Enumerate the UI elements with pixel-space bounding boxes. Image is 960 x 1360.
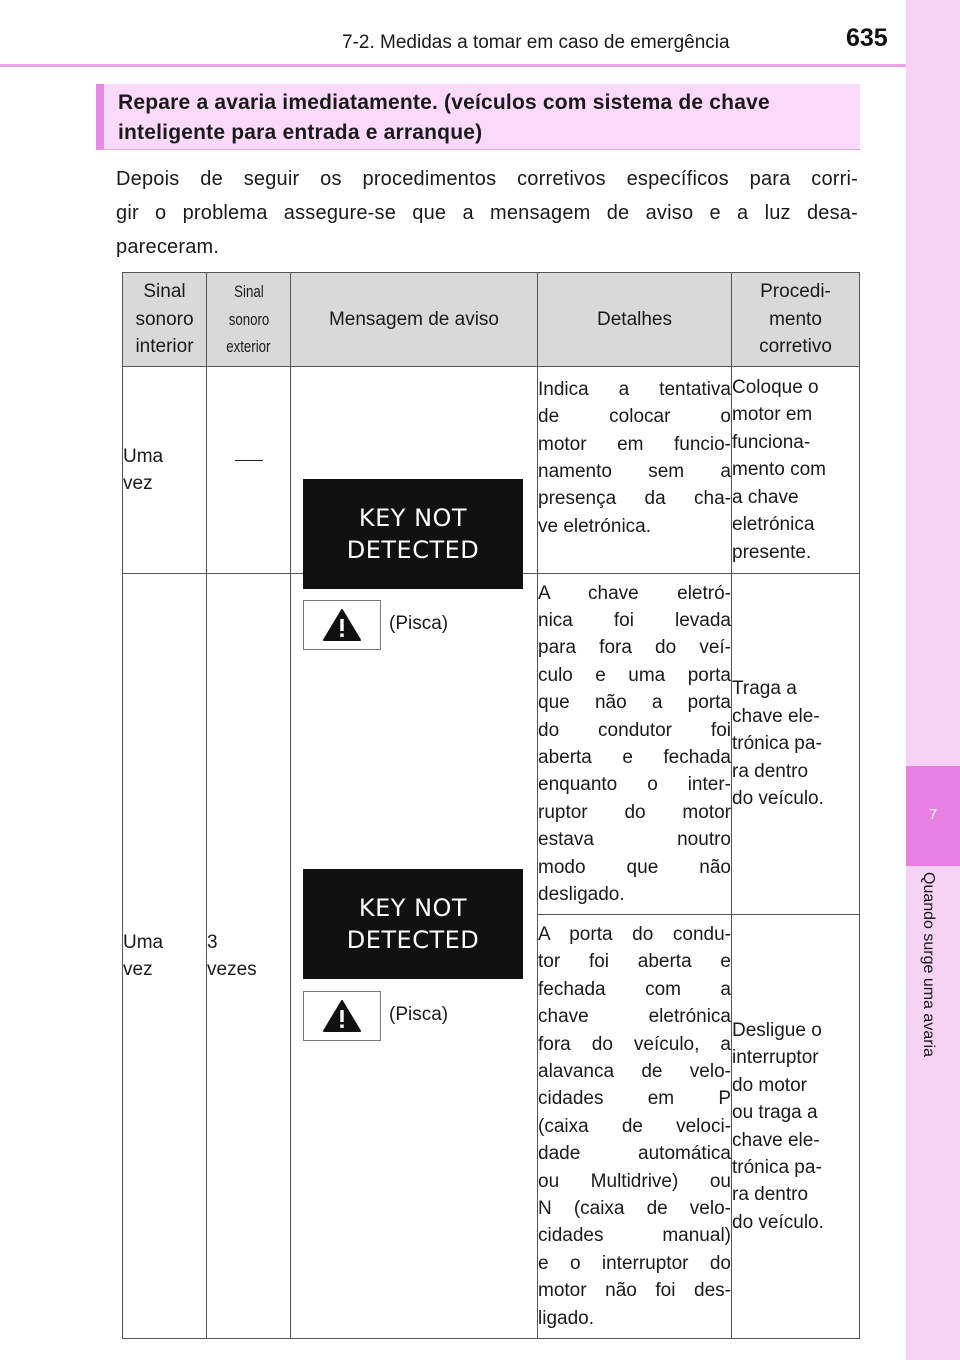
chapter-title: Quando surge uma avaria: [920, 872, 937, 1057]
warning-triangle-icon: [303, 991, 381, 1041]
row2b-details: A porta do condu- tor foi aberta e fechada com a chave eletrónica fora do veículo, a alavanca de velo- cidades em P (caixa de veloci- dade automática ou Multidrive) ou N (caixa de velo- cidades manual) e o interruptor do motor não foi des- ligado.: [538, 915, 732, 1339]
row2-exterior: 3 vezes: [207, 574, 291, 1339]
intro-line: gir o problema assegure-se que a mensagem de aviso e a luz desa-: [116, 202, 858, 224]
row1-interior: Uma vez: [123, 367, 207, 574]
warning-table: [122, 272, 860, 1339]
key-not-detected-display: KEY NOT DETECTED: [303, 479, 523, 589]
row2a-details: A chave eletró- nica foi levada para fora do veí- culo e uma porta que não a porta do condutor foi aberta e fechada enquanto o inter- ruptor do motor estava noutro modo que não desligado.: [538, 574, 732, 915]
row1-exterior: [207, 367, 291, 574]
intro-line: Depois de seguir os procedimentos corretivos específicos para corri-: [116, 168, 858, 190]
row2b-procedure: Desligue o interruptor do motor ou traga a chave ele- trónica pa- ra dentro do veículo.: [732, 915, 860, 1339]
section-header: 7-2. Medidas a tomar em caso de emergência: [342, 32, 730, 53]
heading-line-2: inteligente para entrada e arranque): [118, 121, 483, 144]
page-number: 635: [846, 24, 888, 52]
row1-procedure: Coloque o motor em funciona- mento com a chave eletrónica presente.: [732, 367, 860, 574]
side-tab-bar: [906, 0, 960, 1360]
intro-full-text: [0, 0, 1, 1]
chapter-number: 7: [928, 806, 938, 823]
section-heading-box: [96, 84, 860, 150]
row2-message: [291, 574, 538, 1339]
table-row: [123, 574, 860, 915]
header-procedure: Procedi- mento corretivo: [732, 273, 860, 367]
row2a-procedure: Traga a chave ele- trónica pa- ra dentro do veículo.: [732, 574, 860, 915]
row2-interior: Uma vez: [123, 574, 207, 1339]
blink-label: (Pisca): [389, 1004, 449, 1025]
blink-label: (Pisca): [389, 613, 449, 634]
intro-line: pareceram.: [116, 236, 220, 258]
row1-details: Indica a tentativa de colocar o motor em funcio- namento sem a presença da cha- ve eletrónica.: [538, 367, 732, 574]
header-interior-buzzer: Sinal sonoro interior: [123, 273, 207, 367]
header-exterior-buzzer: Sinal sonoro exterior: [207, 273, 291, 367]
header-warning-message: Mensagem de aviso: [291, 273, 538, 367]
key-not-detected-display: KEY NOT DETECTED: [303, 869, 523, 979]
intro-paragraph: [116, 162, 858, 264]
table-header-row: [123, 273, 860, 367]
heading-line-1: Repare a avaria imediatamente. (veículos com sistema de chave: [118, 91, 770, 114]
header-details: Detalhes: [538, 273, 732, 367]
row1-message: [291, 367, 538, 634]
table-row: [123, 367, 860, 574]
no-buzzer-dash: [235, 460, 263, 461]
header-rule: [0, 64, 906, 67]
